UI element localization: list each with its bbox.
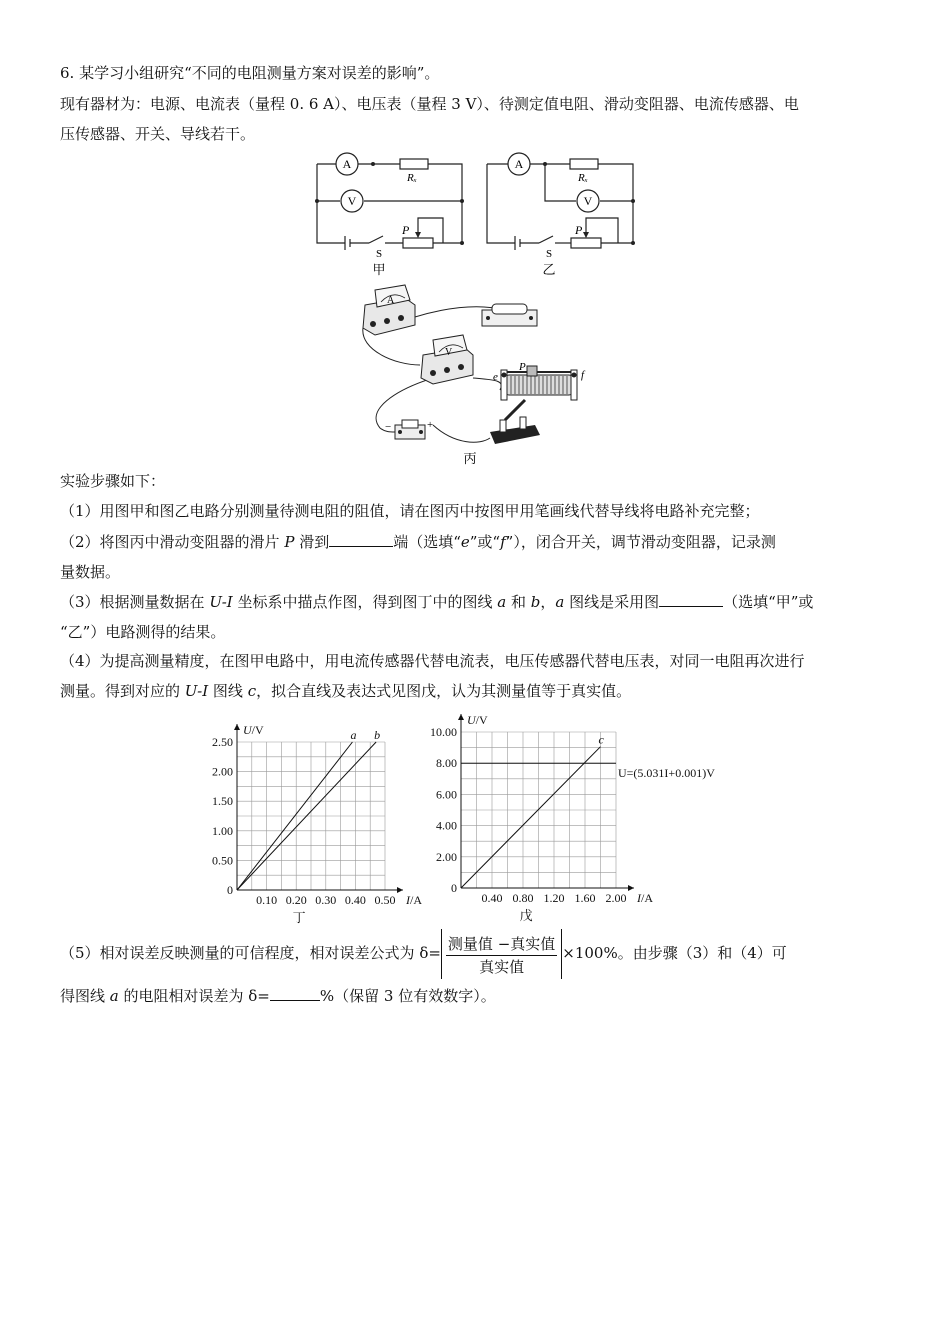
y-axis-label: U/V [467,713,488,727]
y-tick-label: 4.00 [436,818,457,833]
answer-blank-step3[interactable] [659,592,723,607]
step-5-line-2: 得图线 a 的电阻相对误差为 δ= %（保留 3 位有效数字）。 [60,987,496,1005]
yi-switch-label: S [546,248,553,260]
yi-voltmeter-label: V [583,194,593,208]
yi-resistor-label: Rₓ [578,172,588,184]
series-label-b: b [374,728,381,742]
switch-device [490,400,540,444]
y-tick-label: 6.00 [436,787,457,802]
circuit-yi [487,153,633,250]
y-tick-label: 1.00 [212,823,233,838]
x-tick-label: 0.40 [344,893,366,907]
jia-resistor-label: Rₓ [407,172,417,184]
series-label-c: c [598,732,604,747]
y-tick-label: 10.00 [430,725,457,739]
y-axis-arrow [234,724,240,730]
series-label-a: a [350,728,357,742]
x-axis-arrow [397,887,403,893]
chart-title: 丁 [292,910,306,925]
steps-intro: 实验步骤如下： [60,472,166,490]
y-tick-label: 2.50 [212,735,233,749]
fit-expression: U=(5.031I+0.001)V [618,766,715,781]
x-tick-label: 0.80 [512,891,534,905]
y-tick-label: 2.00 [436,849,457,864]
origin-label: 0 [227,883,233,897]
apparatus-figure-bing [355,280,605,470]
chart-title: 戊 [519,908,533,923]
y-tick-label: 1.50 [212,794,233,809]
bing-ammeter-label: A [387,295,395,306]
bing-end-e-label: e [493,371,498,383]
chart-ding [200,700,435,925]
step-4-line-2: 测量。得到对应的 U-I 图线 c，拟合直线及表达式见图戊，认为其测量值等于真实值。 [60,682,632,700]
step-4-line-1: （4）为提高测量精度，在图甲电路中，用电流传感器代替电流表，电压传感器代替电压表，对同一电阻再次进行 [60,652,805,670]
step-3-line-2: “乙”）电路测得的结果。 [60,623,226,641]
answer-blank-step2[interactable] [329,532,393,547]
equipment-line-2: 压传感器、开关、导线若干。 [60,125,256,143]
y-tick-label: 8.00 [436,756,457,771]
voltmeter-device [421,335,473,384]
step-5-line-1: （5）相对误差反映测量的可信程度，相对误差公式为 δ= $\frac{\text{测量值 −真实值}}{\text{真实值}}$ ×100%。由步骤（3）和（4）可 [60,928,787,978]
ammeter-device [363,285,415,335]
bing-plus-label: + [427,419,434,431]
bing-voltmeter-label: V [445,347,453,358]
formula-denominator: 真实值 [479,957,525,976]
answer-blank-step5[interactable] [270,986,320,1001]
question-title: 6. 某学习小组研究“不同的电阻测量方案对误差的影响”。 [60,64,440,82]
x-tick-label: 0.20 [285,893,307,907]
rheostat-device [493,361,586,400]
bing-end-f-label: f [581,369,585,381]
jia-slider-label: P [402,223,410,237]
x-tick-label: 0.10 [256,893,278,907]
step-2-line-2: 量数据。 [60,563,121,581]
jia-ammeter-label: A [342,157,352,171]
battery-device [385,419,433,439]
y-tick-label: 2.00 [212,764,233,779]
x-axis-label: I/A [637,891,653,905]
x-tick-label: 0.30 [315,893,337,907]
x-tick-label: 2.00 [605,891,627,905]
series-line-c [461,747,601,888]
step-1: （1）用图甲和图乙电路分别测量待测电阻的阻值，请在图丙中按图甲用笔画线代替导线将电路补充完整； [60,502,760,520]
origin-label: 0 [451,881,457,895]
yi-figure-label: 乙 [542,262,556,277]
jia-figure-label: 甲 [372,262,386,277]
bing-minus-label: − [385,421,392,433]
circuit-diagrams [305,148,645,278]
relative-error-formula [441,929,562,979]
step-2-line-1: （2）将图丙中滑动变阻器的滑片 P 滑到 端（选填“e”或“f”），闭合开关，调节滑动变阻器，记录测 [60,533,776,551]
formula-numerator: 测量值 −真实值 [446,933,557,956]
bing-figure-label: 丙 [463,451,477,466]
y-axis-arrow [458,714,464,720]
bing-slider-label: P [519,361,526,373]
jia-voltmeter-label: V [347,194,357,208]
x-tick-label: 1.60 [574,891,596,905]
equipment-line-1: 现有器材为：电源、电流表（量程 0. 6 A）、电压表（量程 3 V）、待测定值电阻、滑动变阻器、电流传感器、电 [60,95,799,113]
step-3-line-1: （3）根据测量数据在 U-I 坐标系中描点作图，得到图丁中的图线 a 和 b，a 图线是采用图 （选填“甲”或 [60,593,814,611]
chart-wu [415,700,760,925]
yi-ammeter-label: A [514,157,524,171]
y-axis-label: U/V [243,723,264,737]
jia-switch-label: S [376,248,383,260]
yi-slider-label: P [575,223,583,237]
circuit-jia [317,153,462,250]
x-tick-label: 1.20 [543,891,565,905]
x-tick-label: 0.40 [481,891,503,905]
x-axis-label: I/A [406,893,422,907]
y-tick-label: 0.50 [212,853,233,868]
x-tick-label: 0.50 [374,893,396,907]
x-axis-arrow [628,885,634,891]
